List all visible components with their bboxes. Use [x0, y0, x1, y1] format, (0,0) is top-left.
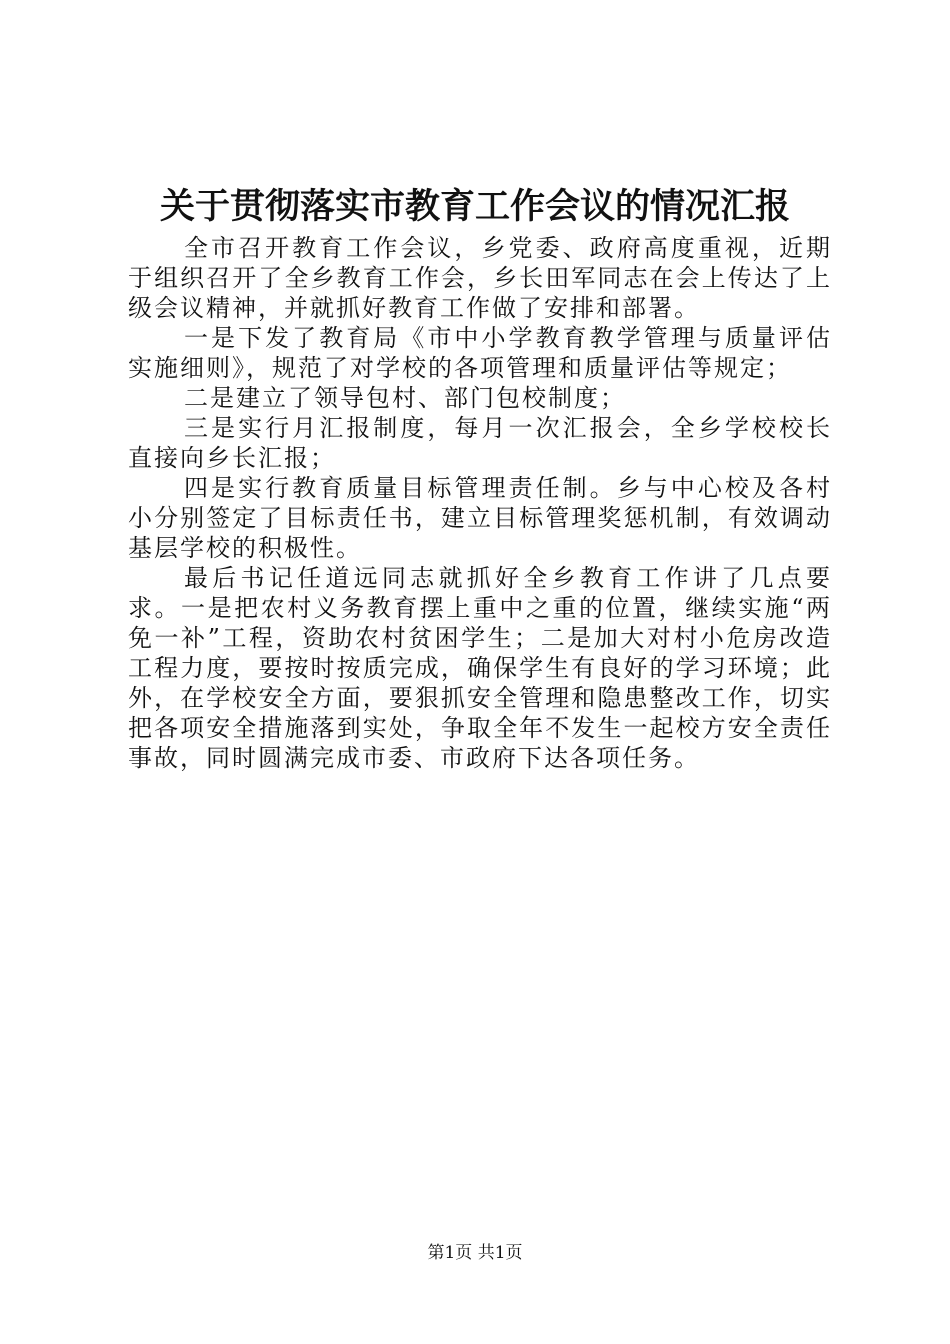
- document-title: 关于贯彻落实市教育工作会议的情况汇报: [159, 186, 790, 227]
- page-number-footer: 第1页 共1页: [427, 1243, 523, 1263]
- paragraph-intro: 全市召开教育工作会议，乡党委、政府高度重视，近期于组织召开了全乡教育工作会，乡长田军同志在会上传达了上级会议精神，并就抓好教育工作做了安排和部署。: [128, 234, 832, 322]
- paragraph-point-1: 一是下发了教育局《市中小学教育教学管理与质量评估实施细则》，规范了对学校的各项管理和质量评估等规定；: [128, 324, 832, 382]
- document-body: [128, 233, 832, 773]
- paragraph-conclusion: 最后书记任道远同志就抓好全乡教育工作讲了几点要求。一是把农村义务教育摆上重中之重的位置，继续实施“两免一补”工程，资助农村贫困学生；二是加大对村小危房改造工程力度，要按时按质完成，确保学生有良好的学习环境；此外，在学校安全方面，要狠抓安全管理和隐患整改工作，切实把各项安全措施落到实处，争取全年不发生一起校方安全责任事故，同时圆满完成市委、市政府下达各项任务。: [128, 564, 832, 772]
- paragraph-point-2: 二是建立了领导包村、部门包校制度；: [184, 384, 626, 412]
- paragraph-point-3: 三是实行月汇报制度，每月一次汇报会，全乡学校校长直接向乡长汇报；: [128, 414, 832, 472]
- paragraph-point-4: 四是实行教育质量目标管理责任制。乡与中心校及各村小分别签定了目标责任书，建立目标管理奖惩机制，有效调动基层学校的积极性。: [128, 474, 832, 562]
